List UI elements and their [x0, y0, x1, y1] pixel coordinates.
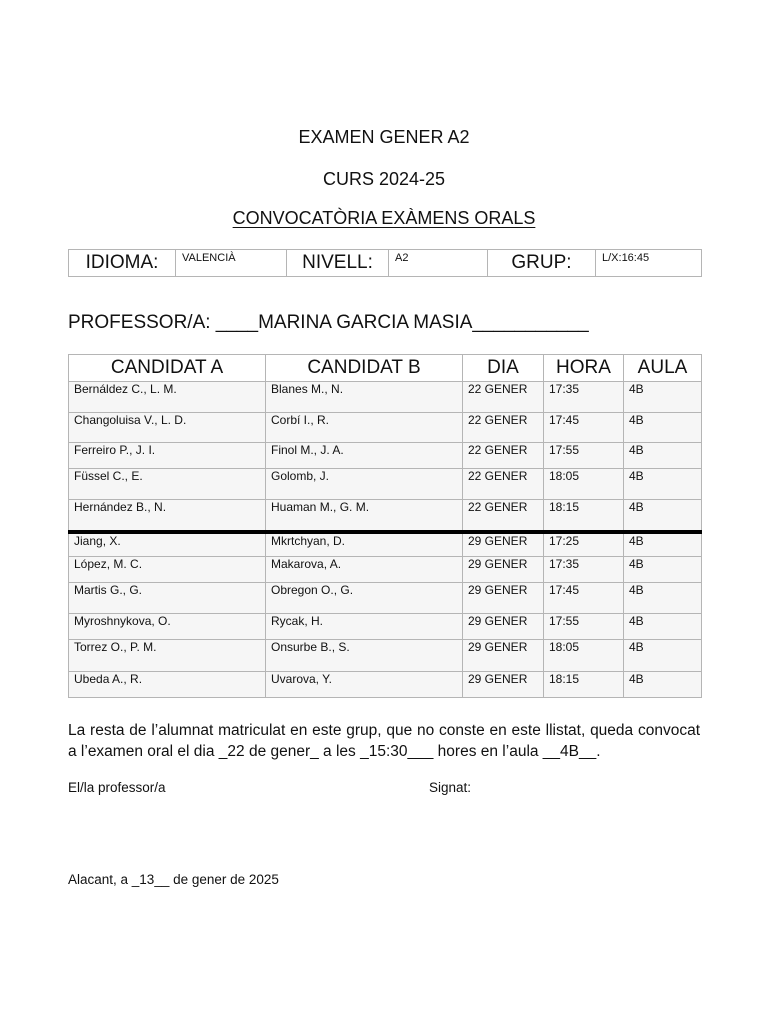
hora-cell: 18:15	[544, 672, 624, 698]
candidat-a-cell: López, M. C.	[69, 557, 266, 583]
document-title: EXAMEN GENER A2	[298, 127, 470, 147]
signed-label: Signat:	[429, 780, 472, 795]
table-row	[69, 672, 702, 698]
candidat-b-cell: Blanes M., N.	[266, 382, 463, 413]
candidat-b-cell: Mkrtchyan, D.	[266, 532, 463, 557]
table-row	[69, 382, 702, 413]
candidat-a-cell: Jiang, X.	[69, 532, 266, 557]
candidat-a-cell: Ubeda A., R.	[69, 672, 266, 698]
dia-cell: 22 GENER	[463, 500, 544, 532]
hora-cell: 17:35	[544, 382, 624, 413]
hora-cell: 17:55	[544, 443, 624, 469]
nivell-value: A2	[389, 250, 488, 277]
aula-cell: 4B	[624, 382, 702, 413]
aula-cell: 4B	[624, 443, 702, 469]
aula-cell: 4B	[624, 413, 702, 443]
dia-cell: 29 GENER	[463, 583, 544, 614]
idioma-value: VALENCIÀ	[176, 250, 287, 277]
dia-cell: 29 GENER	[463, 557, 544, 583]
table-row	[69, 640, 702, 672]
exam-schedule-table	[68, 354, 702, 698]
hora-cell: 17:55	[544, 614, 624, 640]
table-row	[69, 500, 702, 532]
dia-cell: 29 GENER	[463, 640, 544, 672]
header-candidat-a: CANDIDAT A	[69, 355, 266, 382]
hora-cell: 18:15	[544, 500, 624, 532]
candidat-b-cell: Rycak, H.	[266, 614, 463, 640]
aula-cell: 4B	[624, 557, 702, 583]
header-aula: AULA	[624, 355, 702, 382]
convocation-paragraph: La resta de l’alumnat matriculat en este grup, que no conste en este llistat, queda convocat a l’examen oral el dia _22 de gener_ a les _15:30___ hores en l’aula __4B__.	[68, 722, 700, 760]
candidat-a-cell: Hernández B., N.	[69, 500, 266, 532]
hora-cell: 18:05	[544, 640, 624, 672]
place-date: Alacant, a _13__ de gener de 2025	[68, 872, 279, 887]
candidat-b-cell: Obregon O., G.	[266, 583, 463, 614]
nivell-label: NIVELL:	[287, 250, 389, 277]
aula-cell: 4B	[624, 500, 702, 532]
candidat-a-cell: Ferreiro P., J. I.	[69, 443, 266, 469]
candidat-b-cell: Corbí I., R.	[266, 413, 463, 443]
candidat-a-cell: Martis G., G.	[69, 583, 266, 614]
document-subtitle: CONVOCATÒRIA EXÀMENS ORALS	[232, 208, 536, 228]
header-hora: HORA	[544, 355, 624, 382]
candidat-b-cell: Uvarova, Y.	[266, 672, 463, 698]
hora-cell: 18:05	[544, 469, 624, 500]
candidat-a-cell: Myroshnykova, O.	[69, 614, 266, 640]
hora-cell: 17:25	[544, 532, 624, 557]
aula-cell: 4B	[624, 469, 702, 500]
table-row	[69, 614, 702, 640]
candidat-b-cell: Golomb, J.	[266, 469, 463, 500]
candidat-b-cell: Makarova, A.	[266, 557, 463, 583]
dia-cell: 22 GENER	[463, 443, 544, 469]
professor-signature-label: El/la professor/a	[68, 780, 166, 795]
grup-value: L/X:16:45	[596, 250, 702, 277]
candidat-b-cell: Finol M., J. A.	[266, 443, 463, 469]
candidat-a-cell: Füssel C., E.	[69, 469, 266, 500]
dia-cell: 22 GENER	[463, 382, 544, 413]
grup-label: GRUP:	[488, 250, 596, 277]
dia-cell: 22 GENER	[463, 413, 544, 443]
candidat-a-cell: Changoluisa V., L. D.	[69, 413, 266, 443]
table-row	[69, 557, 702, 583]
hora-cell: 17:45	[544, 583, 624, 614]
header-dia: DIA	[463, 355, 544, 382]
dia-cell: 22 GENER	[463, 469, 544, 500]
info-table	[68, 249, 702, 277]
table-row	[69, 443, 702, 469]
aula-cell: 4B	[624, 583, 702, 614]
candidat-a-cell: Torrez O., P. M.	[69, 640, 266, 672]
course-year: CURS 2024-25	[322, 169, 446, 189]
table-row	[69, 532, 702, 557]
aula-cell: 4B	[624, 672, 702, 698]
aula-cell: 4B	[624, 532, 702, 557]
candidat-b-cell: Onsurbe B., S.	[266, 640, 463, 672]
dia-cell: 29 GENER	[463, 614, 544, 640]
candidat-a-cell: Bernáldez C., L. M.	[69, 382, 266, 413]
table-row	[69, 583, 702, 614]
header-candidat-b: CANDIDAT B	[266, 355, 463, 382]
aula-cell: 4B	[624, 640, 702, 672]
dia-cell: 29 GENER	[463, 672, 544, 698]
hora-cell: 17:45	[544, 413, 624, 443]
table-row	[69, 413, 702, 443]
professor-line: PROFESSOR/A: ____MARINA GARCIA MASIA___________	[68, 312, 589, 333]
dia-cell: 29 GENER	[463, 532, 544, 557]
hora-cell: 17:35	[544, 557, 624, 583]
aula-cell: 4B	[624, 614, 702, 640]
idioma-label: IDIOMA:	[69, 250, 176, 277]
candidat-b-cell: Huaman M., G. M.	[266, 500, 463, 532]
table-row	[69, 469, 702, 500]
